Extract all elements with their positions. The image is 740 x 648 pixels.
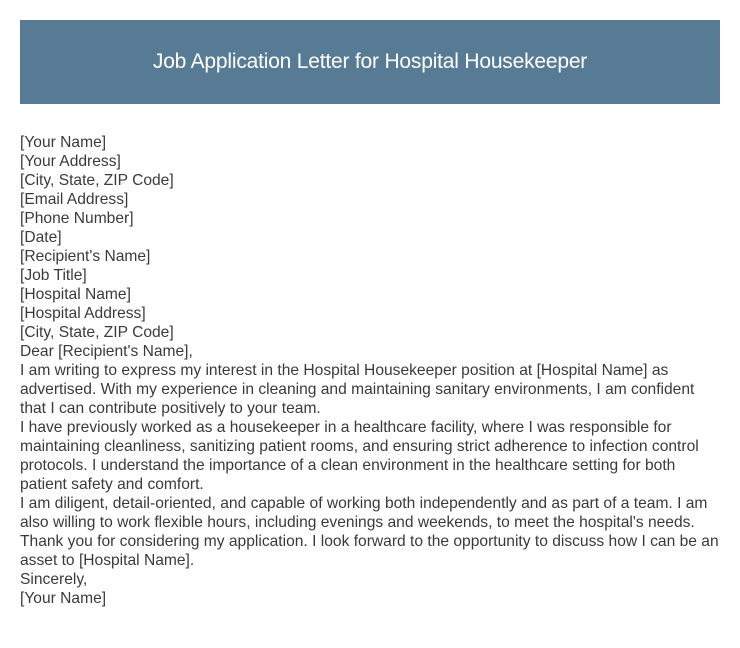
page-title: Job Application Letter for Hospital Housekeeper bbox=[152, 50, 588, 73]
letter-body bbox=[20, 133, 724, 608]
letter-date: [Date] bbox=[20, 229, 62, 246]
sender-city-state-zip: [City, State, ZIP Code] bbox=[20, 172, 174, 189]
recipient-job-title: [Job Title] bbox=[20, 267, 87, 284]
hospital-city-state-zip: [City, State, ZIP Code] bbox=[20, 324, 174, 341]
sender-name: [Your Name] bbox=[20, 134, 107, 151]
sender-email: [Email Address] bbox=[20, 191, 129, 208]
page-header bbox=[20, 20, 720, 104]
sender-phone: [Phone Number] bbox=[20, 210, 134, 227]
hospital-address: [Hospital Address] bbox=[20, 305, 146, 322]
paragraph-intro: I am writing to express my interest in the Hospital Housekeeper position at [Hospital Name] as advertised. With my experience in cleaning and maintaining sanitary environments, I am confident that I can contribute positively to your team. bbox=[20, 362, 695, 417]
recipient-name: [Recipient's Name] bbox=[20, 248, 151, 265]
paragraph-qualities: I am diligent, detail-oriented, and capable of working both independently and as part of a team. I am also willing to work flexible hours, including evenings and weekends, to meet the hospital's needs. bbox=[20, 495, 708, 531]
paragraph-closing: Thank you for considering my application. I look forward to the opportunity to discuss how I can be an asset to [Hospital Name]. bbox=[20, 533, 719, 569]
sender-address: [Your Address] bbox=[20, 153, 121, 170]
salutation: Dear [Recipient's Name], bbox=[20, 343, 193, 360]
paragraph-experience: I have previously worked as a housekeeper in a healthcare facility, where I was responsible for maintaining cleanliness, sanitizing patient rooms, and ensuring strict adherence to infection control protocols. I understand the importance of a clean environment in the healthcare setting for both patient safety and comfort. bbox=[20, 419, 699, 493]
signature: [Your Name] bbox=[20, 590, 107, 607]
hospital-name: [Hospital Name] bbox=[20, 286, 131, 303]
closing: Sincerely, bbox=[20, 571, 88, 588]
